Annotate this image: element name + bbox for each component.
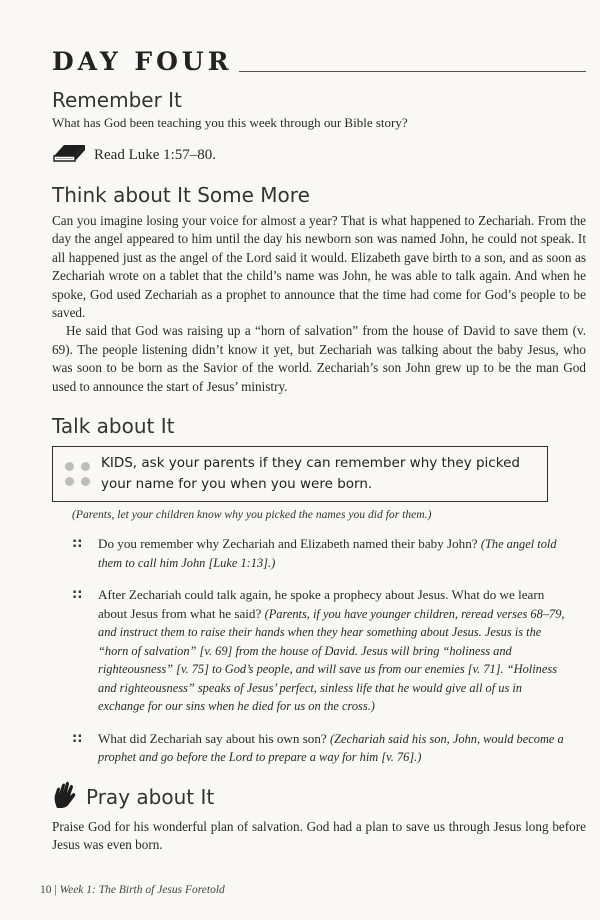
day-header xyxy=(52,40,586,74)
read-line xyxy=(52,141,586,169)
bullet-mark: :: xyxy=(72,536,83,552)
answer-text: (Zechariah said his son, John, would become a prophet and go before the Lord to prepare a way for him [v. 76].) xyxy=(98,731,564,765)
question-body xyxy=(98,586,568,716)
book-icon xyxy=(52,143,86,168)
question-text: Do you remember why Zechariah and Elizabeth named their baby John? xyxy=(98,536,478,552)
callout-text: KIDS, ask your parents if they can remember why they picked your name for you when you were born. xyxy=(101,455,520,493)
kids-callout xyxy=(52,446,548,502)
title-rule xyxy=(239,71,587,72)
talk-heading: Talk about It xyxy=(52,414,175,439)
read-reference: Read Luke 1:57–80. xyxy=(94,146,217,163)
remember-prompt: What has God been teaching you this week through our Bible story? xyxy=(52,115,408,130)
bullet-mark: :: xyxy=(72,587,83,603)
praying-hands-icon xyxy=(52,781,78,814)
question-body xyxy=(98,730,568,767)
question-body xyxy=(98,535,568,572)
question-text: After Zechariah could talk again, he spoke a prophecy about Jesus. What do we learn about Jesus from what he said? xyxy=(98,587,545,621)
four-dots-icon xyxy=(65,462,91,486)
bullet-mark: :: xyxy=(72,730,83,746)
think-paragraph-2: He said that God was raising up a “horn of salvation” from the house of David to save them (v. 69). The people listening didn’t know it yet, but Zechariah was talking about the baby Jesus, who was soon to be born as the Savior of the world. Zechariah’s son John grew up to be the man God used to announce the start of Jesus’ ministry. xyxy=(52,323,586,394)
question-item xyxy=(52,535,586,572)
footer-separator: | xyxy=(54,884,57,896)
page-number: 10 xyxy=(40,884,52,896)
question-text: What did Zechariah say about his own son? xyxy=(98,730,327,746)
page-footer xyxy=(40,884,225,896)
page xyxy=(52,40,586,854)
think-heading: Think about It Some More xyxy=(52,183,310,207)
answer-text: (Parents, if you have younger children, reread verses 68–79, and instruct them to raise their hands when they hear something about Jesus. Jesus is the “horn of salvation” [v. 69] from the house of David. Jesus will bring “holiness and righteousness” [v. 75] to God’s people, and will save us from our enemies [v. 71]. “Holiness and righteousness” speaks of Jesus’ perfect, sinless life that he would give all of us in exchange for our sins when he died for us on the cross.) xyxy=(98,606,565,714)
footer-title: Week 1: The Birth of Jesus Foretold xyxy=(59,884,225,896)
pray-text: Praise God for his wonderful plan of salvation. God had a plan to save us through Jesus long before Jesus was even born. xyxy=(52,818,586,852)
question-item xyxy=(52,730,586,767)
answer-text: (The angel told them to call him John [Luke 1:13].) xyxy=(98,537,557,570)
pray-heading: Pray about It xyxy=(86,785,215,810)
pray-header xyxy=(52,781,586,814)
parents-note: (Parents, let your children know why you picked the names you did for them.) xyxy=(72,508,432,522)
remember-heading: Remember It xyxy=(52,88,182,112)
think-paragraph-1: Can you imagine losing your voice for almost a year? That is what happened to Zechariah. From the day the angel appeared to him until the day his newborn son was named John, he could not speak. It all happened just as the angel of the Lord said it would. Elizabeth gave birth to a son, and as soon as Zechariah wrote on a tablet that the child’s name was John, he was able to talk again. And when he spoke, God used Zechariah as a prophet to announce that the time had come for God’s people to be saved. xyxy=(52,213,586,321)
question-item xyxy=(52,586,586,716)
day-title: DAY FOUR xyxy=(52,47,233,76)
